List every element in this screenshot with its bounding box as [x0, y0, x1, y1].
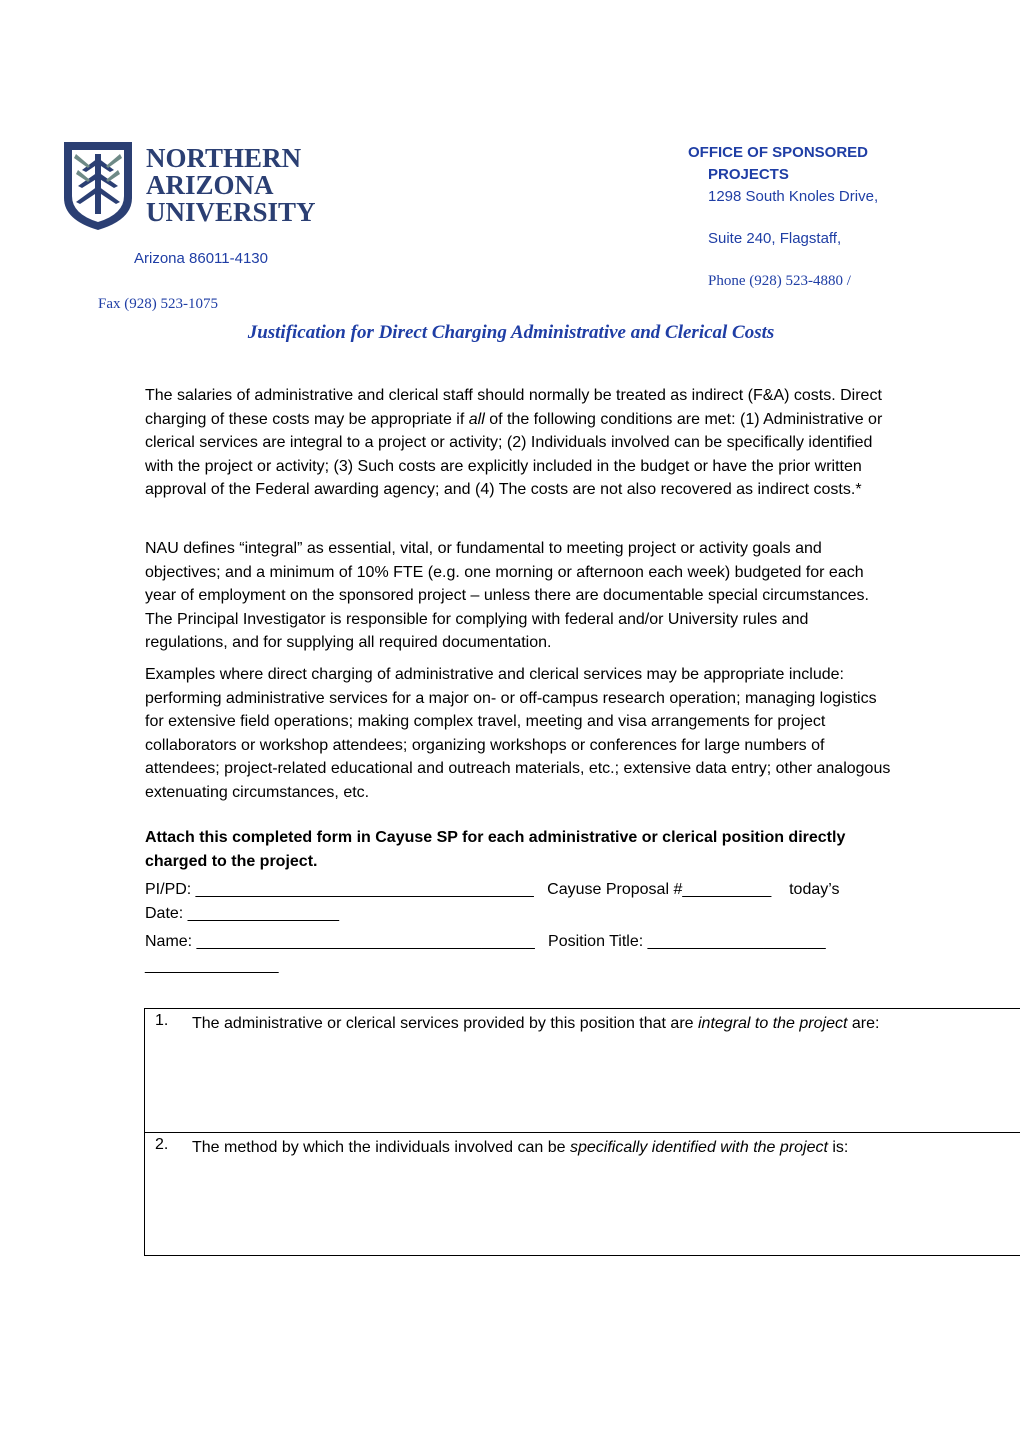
question-row[interactable] [145, 1132, 1020, 1255]
nau-logo [62, 140, 324, 232]
question-row[interactable] [145, 1009, 1020, 1132]
logo-line-1: NORTHERN [146, 143, 302, 173]
question-text: The administrative or clerical services provided by this position that are integral to the project are: [192, 1015, 880, 1032]
paragraph-3: Examples where direct charging of administrative and clerical services may be appropriate include: performing administrative services for a major on- or off-campus research operation; managing logistics for extensive field operations; making complex travel, meeting and visa arrangements for project collaborators or workshop attendees; organizing workshops or conferences for large numbers of attendees; project-related educational and outreach materials, etc.; extensive data entry; other analogous extenuating circumstances, etc. [145, 666, 891, 801]
address-line1: 1298 South Knoles Drive, [708, 188, 879, 205]
question-number: 1. [155, 1012, 169, 1029]
extra-field-line[interactable]: _______________ [145, 957, 279, 974]
name-position-field[interactable]: Name: ______________________________________ Position Title: ____________________ [145, 933, 826, 950]
logo-line-3: UNIVERSITY [146, 197, 316, 227]
page-title: Justification for Direct Charging Administrative and Clerical Costs [247, 322, 775, 343]
address-line3: Arizona 86011-4130 [134, 250, 268, 267]
office-title-line2: PROJECTS [708, 166, 789, 183]
question-text: The method by which the individuals involved can be specifically identified with the project is: [192, 1139, 849, 1156]
paragraph-1: The salaries of administrative and clerical staff should normally be treated as indirect (F&A) costs. Direct charging of these costs may be appropriate if all of the following conditions are met: (1) Administrative or clerical services are integral to a project or activity; (2) Individuals involved can be specifically identified with the project or activity; (3) Such costs are explicitly included in the budget or have the prior written approval of the Federal awarding agency; and (4) The costs are not also recovered as indirect costs.* [145, 387, 883, 498]
fax-text: Fax (928) 523-1075 [98, 296, 218, 312]
instruction-text: Attach this completed form in Cayuse SP for each administrative or clerical position directly charged to the project. [145, 829, 846, 870]
question-number: 2. [155, 1136, 169, 1153]
phone-text: Phone (928) 523-4880 / [708, 273, 851, 289]
address-line2: Suite 240, Flagstaff, [708, 230, 842, 247]
office-title-line1: OFFICE OF SPONSORED [688, 144, 869, 161]
paragraph-2: NAU defines “integral” as essential, vital, or fundamental to meeting project or activity goals and objectives; and a minimum of 10% FTE (e.g. one morning or afternoon each week) budgeted for each year of employment on the sponsored project – unless there are documentable special circumstances. The Principal Investigator is responsible for complying with federal and/or University rules and regulations, and for supplying all required documentation. [145, 540, 869, 651]
date-field[interactable]: Date: _________________ [145, 905, 339, 922]
questions-table [144, 1008, 1020, 1256]
pi-proposal-field[interactable]: PI/PD: ______________________________________ Cayuse Proposal #__________ today’s [145, 881, 840, 898]
logo-line-2: ARIZONA [146, 170, 274, 200]
